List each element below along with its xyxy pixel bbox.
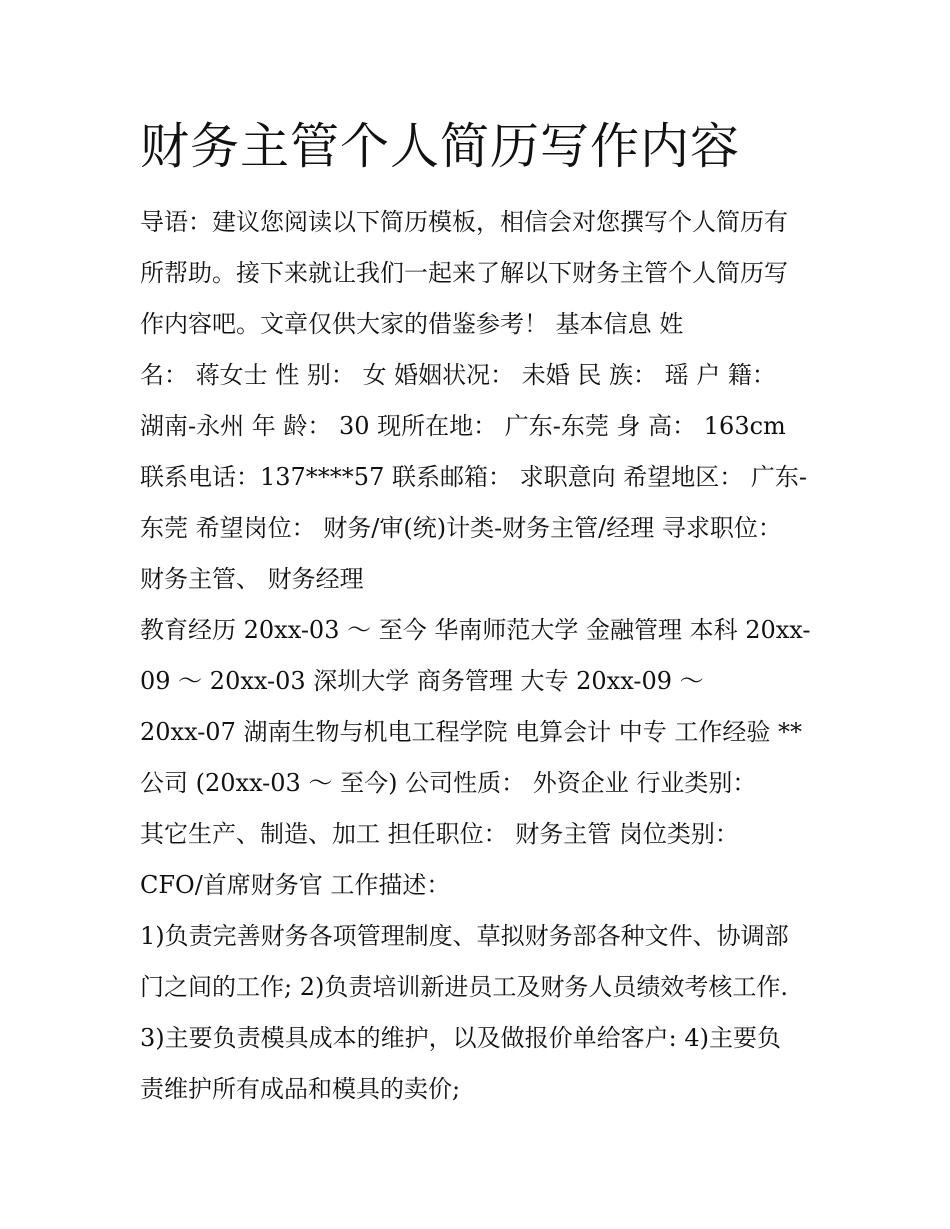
- body-line: 湖南-永州 年 龄： 30 现所在地： 广东-东莞 身 高： 163cm: [140, 412, 786, 440]
- body-line: 联系电话：137****57 联系邮箱： 求职意向 希望地区： 广东-: [140, 463, 807, 491]
- body-line: 门之间的工作; 2)负责培训新进员工及财务人员绩效考核工作.: [140, 973, 788, 1001]
- body-line: 09 ～ 20xx-03 深圳大学 商务管理 大专 20xx-09 ～: [140, 667, 704, 695]
- body-line: 1)负责完善财务各项管理制度、草拟财务部各种文件、协调部: [140, 922, 789, 950]
- body-line: 教育经历 20xx-03 ～ 至今 华南师范大学 金融管理 本科 20xx-: [140, 616, 811, 644]
- body-line: 其它生产、制造、加工 担任职位： 财务主管 岗位类别：: [140, 820, 739, 848]
- body-line: 3)主要负责模具成本的维护，以及做报价单给客户: 4)主要负: [140, 1024, 781, 1052]
- body-line: 所帮助。接下来就让我们一起来了解以下财务主管个人简历写: [140, 259, 788, 287]
- body-line: 导语：建议您阅读以下简历模板，相信会对您撰写个人简历有: [140, 208, 788, 236]
- document-title: 财务主管个人简历写作内容: [140, 118, 741, 175]
- body-line: 财务主管、 财务经理: [140, 565, 364, 593]
- body-line: 责维护所有成品和模具的卖价;: [140, 1075, 461, 1103]
- body-line: 东莞 希望岗位： 财务/审(统)计类-财务主管/经理 寻求职位：: [140, 514, 782, 542]
- body-line: 名： 蒋女士 性 别： 女 婚姻状况： 未婚 民 族： 瑶 户 籍：: [140, 361, 776, 389]
- body-line: 公司 (20xx-03 ～ 至今) 公司性质： 外资企业 行业类别：: [140, 769, 757, 797]
- body-line: 作内容吧。文章仅供大家的借鉴参考！ 基本信息 姓: [140, 310, 684, 338]
- body-line: 20xx-07 湖南生物与机电工程学院 电算会计 中专 工作经验 **: [140, 718, 802, 746]
- body-line: CFO/首席财务官 工作描述：: [140, 871, 451, 899]
